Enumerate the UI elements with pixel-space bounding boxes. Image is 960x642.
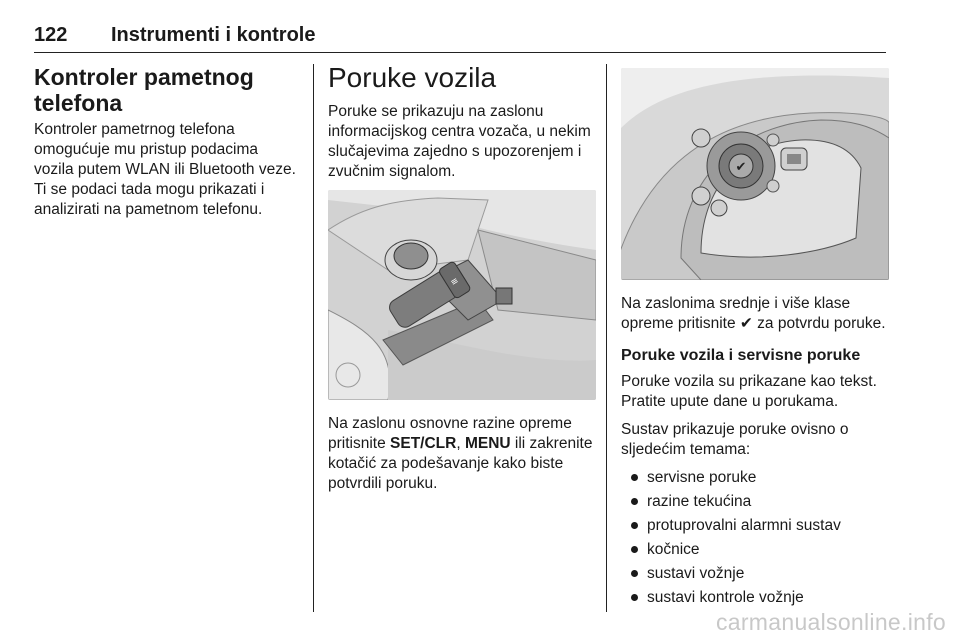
bullet-icon: [631, 594, 638, 601]
list-item-text: kočnice: [647, 541, 700, 558]
confirm-text-part-2: ili zakrenite kotačić za podešavanje kako biste potvrdili poruku.: [328, 435, 593, 492]
column-divider-1: [313, 64, 314, 612]
column-3: [621, 66, 889, 612]
set-clr-button-label: SET/CLR: [390, 435, 457, 452]
heading-vehicle-service-messages: Poruke vozila i servisne poruke: [621, 347, 861, 364]
confirm-text-part-1: Na zaslonu osnovne razine opreme pritisnite: [328, 415, 572, 452]
topics-intro: Sustav prikazuje poruke ovisno o sljedećim temama:: [621, 421, 849, 458]
list-item: [621, 588, 889, 608]
list-item: [621, 564, 889, 584]
page-number: 122: [34, 24, 68, 46]
menu-button-label: MENU: [464, 435, 511, 452]
comma-separator: ,: [456, 435, 465, 452]
smartphone-controller-text: Kontroler pametrnog telefona omogućuje mu pristup podacima vozila putem WLAN ili Bluetooth veze. Ti se podaci tada mogu prikazati i analizirati na pametnom telefonu.: [34, 121, 296, 218]
bullet-icon: [631, 474, 638, 481]
messages-as-text: Poruke vozila su prikazane kao tekst. Pratite upute dane u porukama.: [621, 373, 877, 410]
section-title: Instrumenti i kontrole: [111, 24, 316, 46]
bullet-icon: [631, 570, 638, 577]
topics-list: [621, 468, 889, 608]
bullet-icon: [631, 498, 638, 505]
list-item-text: servisne poruke: [647, 469, 757, 486]
list-item-text: sustavi vožnje: [647, 565, 745, 582]
list-item-text: protuprovalni alarmni sustav: [647, 517, 841, 534]
bullet-icon: [631, 522, 638, 529]
list-item: [621, 468, 889, 488]
confirm-message-text: [328, 414, 596, 494]
list-item: [621, 540, 889, 560]
bullet-icon: [631, 546, 638, 553]
list-item: [621, 516, 889, 536]
heading-smartphone-controller: Kontroler pametnog telefona: [34, 64, 254, 116]
column-2: [328, 62, 596, 502]
watermark: carmanualsonline.info: [715, 609, 946, 635]
svg-text:≡: ≡: [449, 275, 461, 289]
svg-text:✔: ✔: [735, 160, 747, 175]
column-1: [34, 64, 296, 228]
turn-signal-lever-illustration: [328, 190, 596, 400]
vehicle-messages-intro: Poruke se prikazuju na zaslonu informacijskog centra vozača, u nekim slučajevima zajedno s upozorenjem i zvučnim signalom.: [328, 103, 591, 180]
list-item-text: razine tekućina: [647, 493, 752, 510]
page-header: [34, 22, 886, 53]
list-item-text: sustavi kontrole vožnje: [647, 589, 804, 606]
column-divider-2: [606, 64, 607, 612]
list-item: [621, 492, 889, 512]
confirm-checkmark-text: Na zaslonima srednje i više klase opreme pritisnite ✔ za potvrdu poruke.: [621, 295, 886, 332]
heading-vehicle-messages: Poruke vozila: [328, 62, 497, 93]
steering-wheel-controls-illustration: [621, 68, 889, 280]
